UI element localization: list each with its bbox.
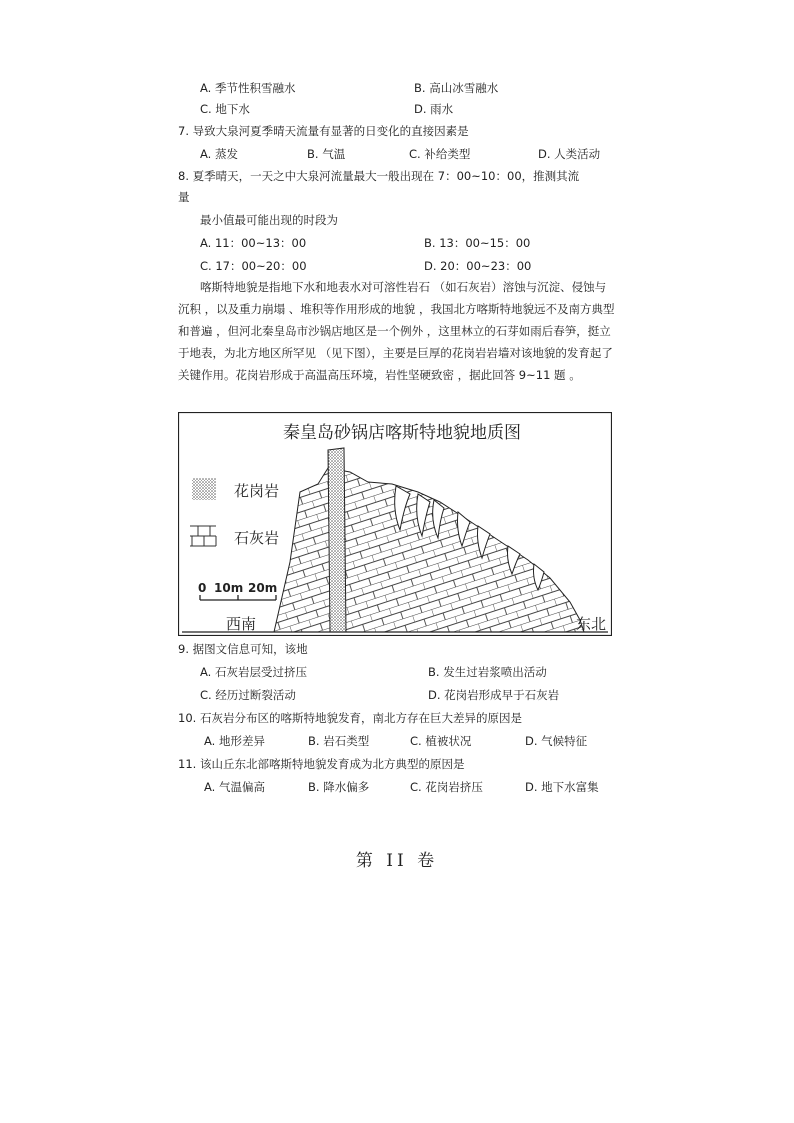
q11-option-d: D. 地下水富集 <box>525 780 599 794</box>
q7-option-d: D. 人类活动 <box>538 147 601 161</box>
q9-stem: 9. 据图文信息可知，该地 <box>178 642 308 656</box>
q10-option-c: C. 植被状况 <box>410 734 472 748</box>
scale-label-0: 0 <box>198 581 207 595</box>
legend-limestone-label: 石灰岩 <box>234 529 280 547</box>
direction-southwest: 西南 <box>226 615 257 633</box>
direction-northeast: 东北 <box>576 615 607 633</box>
scale-label-10: 10m <box>214 581 244 595</box>
q6-option-a: A. 季节性积雪融水 <box>200 81 296 95</box>
q9-option-c: C. 经历过断裂活动 <box>200 688 296 702</box>
q8-stem-line2: 量 <box>178 190 190 204</box>
q8-option-b: B. 13：00~15：00 <box>424 236 531 250</box>
legend-granite-swatch <box>192 478 216 500</box>
part-two-title: 第 II 卷 <box>355 851 439 871</box>
legend-granite-label: 花岗岩 <box>234 482 280 500</box>
granite-dike <box>328 448 346 632</box>
karst-geologic-figure <box>178 412 612 636</box>
q6-option-b: B. 高山冰雪融水 <box>414 81 499 95</box>
q8-option-c: C. 17：00~20：00 <box>200 259 307 273</box>
figure-title: 秦皇岛砂锅店喀斯特地貌地质图 <box>283 423 521 443</box>
q10-stem: 10. 石灰岩分布区的喀斯特地貌发育，南北方存在巨大差异的原因是 <box>178 711 522 725</box>
q8-stem-line1: 8. 夏季晴天，一天之中大泉河流量最大一般出现在 7：00~10：00，推测其流 <box>178 169 580 183</box>
q7-stem: 7. 导致大泉河夏季晴天流量有显著的日变化的直接因素是 <box>178 124 469 138</box>
q9-option-d: D. 花岗岩形成早于石灰岩 <box>428 688 560 702</box>
q7-option-c: C. 补给类型 <box>409 147 471 161</box>
passage-text: 喀斯特地貌是指地下水和地表水对可溶性岩石 （如石灰岩）溶蚀与沉淀、侵蚀与沉积 ，以及重力崩塌 、堆积等作用形成的地貌 ，我国北方喀斯特地貌远不及南方典型和普遍 ，但河北秦皇岛市沙锅店地区是一个例外 ，这里林立的石芽如雨后春笋，挺立于地表，为北方地区所罕见 （见下图），主要是巨厚的花岗岩岩墙对该地貌的发育起了关键作用。花岗岩形成于高温高压环境，岩性坚硬致密 ，据此回答 9~11 题 。 <box>178 280 615 382</box>
figure-svg <box>178 412 612 636</box>
q8-option-a: A. 11：00~13：00 <box>200 236 307 250</box>
q11-option-c: C. 花岗岩挤压 <box>410 780 483 794</box>
q6-option-d: D. 雨水 <box>414 102 454 116</box>
q9-option-a: A. 石灰岩层受过挤压 <box>200 665 307 679</box>
q10-option-d: D. 气候特征 <box>525 734 588 748</box>
q9-option-b: B. 发生过岩浆喷出活动 <box>428 665 547 679</box>
q8-option-d: D. 20：00~23：00 <box>424 259 532 273</box>
q7-option-a: A. 蒸发 <box>200 147 238 161</box>
q10-option-a: A. 地形差异 <box>204 734 265 748</box>
q11-option-a: A. 气温偏高 <box>204 780 265 794</box>
q8-stem-line3: 最小值最可能出现的时段为 <box>200 213 338 227</box>
q11-stem: 11. 该山丘东北部喀斯特地貌发育成为北方典型的原因是 <box>178 757 465 771</box>
q7-option-b: B. 气温 <box>307 147 346 161</box>
q6-option-c: C. 地下水 <box>200 102 250 116</box>
q11-option-b: B. 降水偏多 <box>308 780 370 794</box>
scale-label-20: 20m <box>248 581 278 595</box>
q10-option-b: B. 岩石类型 <box>308 734 370 748</box>
